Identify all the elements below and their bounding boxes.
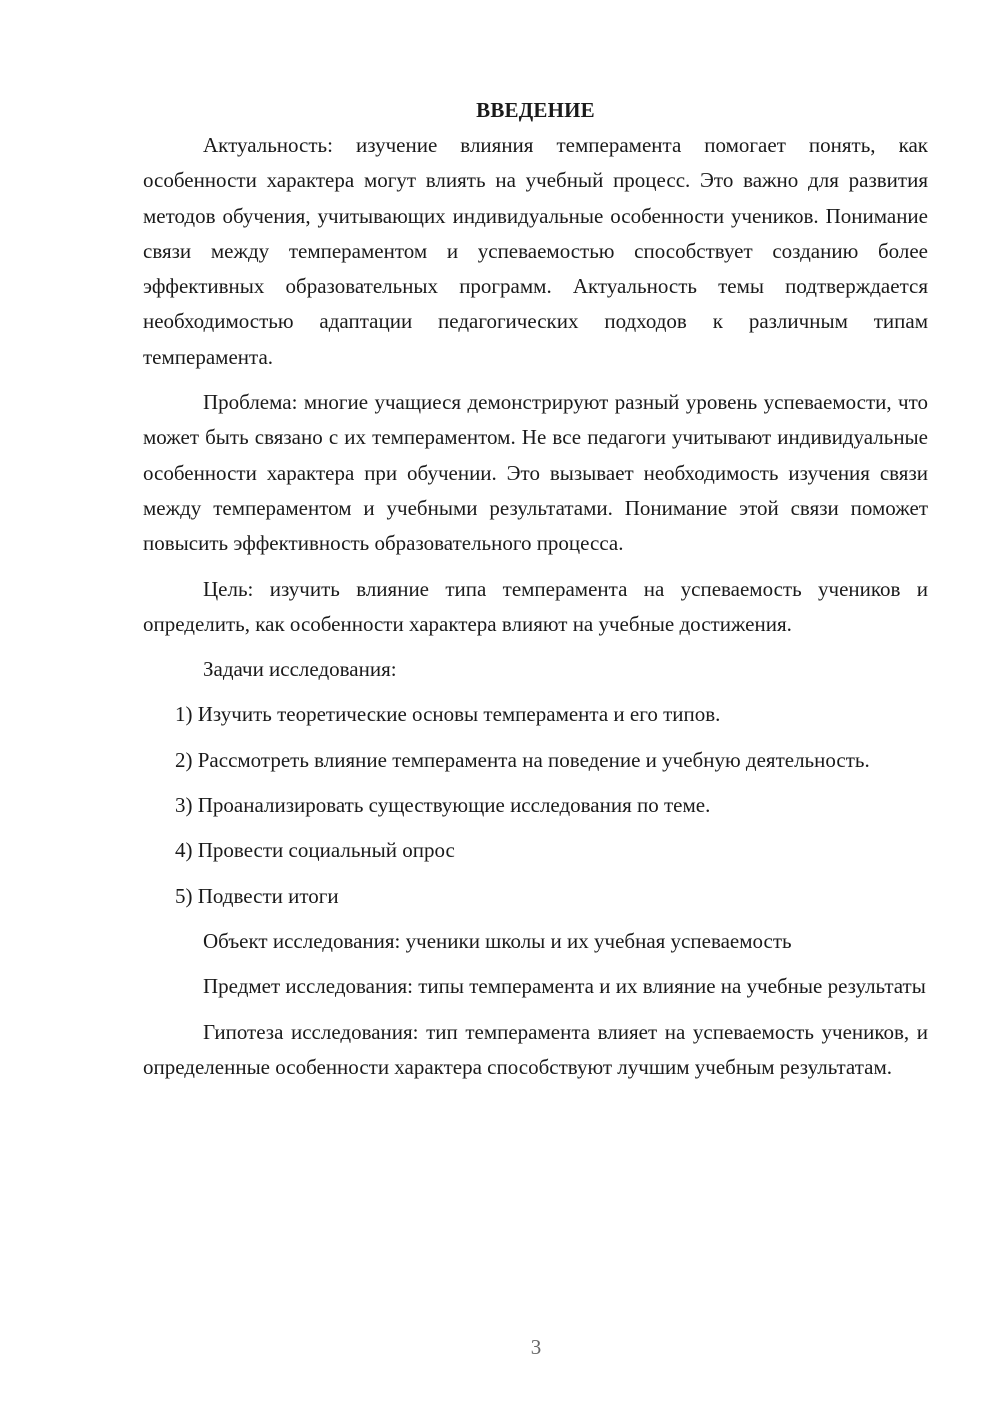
problem-paragraph: Проблема: многие учащиеся демонстрируют разный уровень успеваемости, что может быть связано с их темпераментом. Не все педагоги учитывают индивидуальные особенности характера при обучении. Это вызывает необходимость изучения связи между темпераментом и учебными результатами. Понимание этой связи поможет повысить эффективность образовательного процесса. [143,390,928,556]
goal-paragraph: Цель: изучить влияние типа темперамента на успеваемость учеников и определить, как особенности характера влияют на учебные достижения. [143,576,928,636]
task-item-5: 5) Подвести итоги [175,883,339,908]
task-item-3: 3) Проанализировать существующие исследования по теме. [175,793,711,818]
task-item-1: 1) Изучить теоретические основы темперамента и его типов. [175,702,721,727]
hypothesis-paragraph: Гипотеза исследования: тип темперамента влияет на успеваемость учеников, и определенные особенности характера способствуют лучшим учебным результатам. [143,1019,928,1079]
subject-paragraph: Предмет исследования: типы темперамента и их влияние на учебные результаты [203,974,926,999]
task-item-4: 4) Провести социальный опрос [175,838,455,863]
page-title: ВВЕДЕНИЕ [476,98,595,122]
object-paragraph: Объект исследования: ученики школы и их учебная успеваемость [203,928,792,953]
page-number: 3 [530,1335,542,1359]
relevance-paragraph: Актуальность: изучение влияния темперамента помогает понять, как особенности характера могут влиять на учебный процесс. Это важно для развития методов обучения, учитывающих индивидуальные особенности учеников. Понимание связи между темпераментом и успеваемостью способствует созданию более эффективных образовательных программ. Актуальность темы подтверждается необходимостью адаптации педагогических подходов к различным типам темперамента. [143,133,928,369]
document-page [143,93,928,1085]
task-item-2: 2) Рассмотреть влияние темперамента на поведение и учебную деятельность. [175,747,870,772]
tasks-title: Задачи исследования: [203,657,397,682]
